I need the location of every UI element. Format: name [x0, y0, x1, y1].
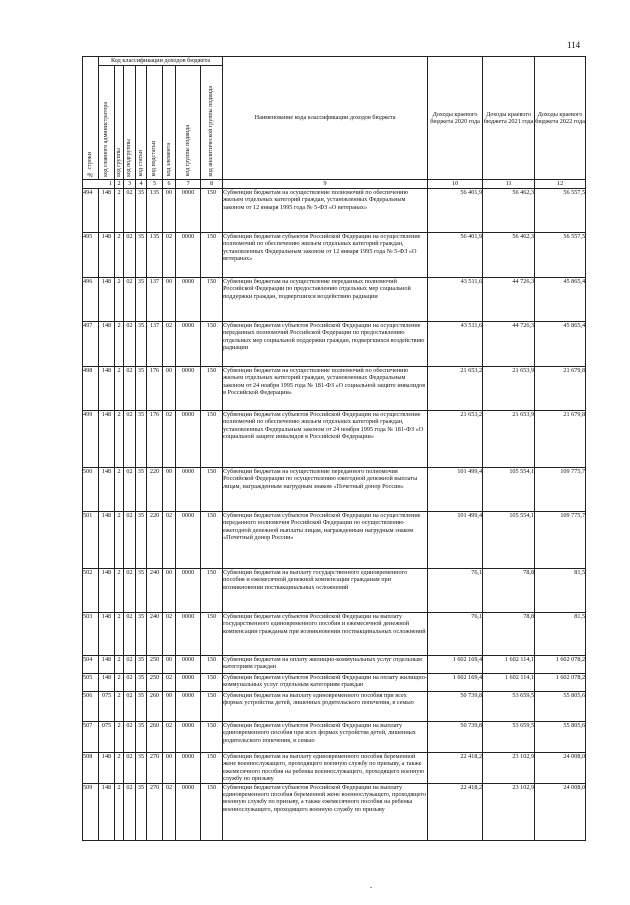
admin-code: 148	[99, 512, 115, 569]
subgroup-code: 02	[124, 692, 136, 722]
header-row-no: № строки	[83, 57, 99, 180]
element-code: 02	[163, 722, 176, 753]
group-code: 2	[115, 278, 124, 322]
group-code: 2	[115, 569, 124, 613]
subtype-code: 0000	[176, 189, 201, 233]
subarticle-code: 250	[147, 656, 163, 674]
col-number: 4	[136, 180, 147, 189]
subarticle-code: 260	[147, 722, 163, 753]
revenue-name: Субвенции бюджетам субъектов Российской Федерации на осуществление переданных полномочий Российской Федерации по предоставлению отдельных мер социальной поддержки граждан, подвергшихся воздействию радиации	[223, 322, 428, 367]
amount-2020: 43 511,6	[428, 322, 483, 367]
amount-2021: 78,8	[483, 569, 535, 613]
col-number: 5	[147, 180, 163, 189]
admin-code: 148	[99, 411, 115, 468]
header-name: Наименование кода классификации доходов бюджета	[223, 57, 428, 180]
subtype-code: 0000	[176, 613, 201, 656]
subarticle-code: 270	[147, 753, 163, 784]
column-number-row	[83, 180, 586, 189]
subtype-code: 0000	[176, 722, 201, 753]
amount-2020: 76,1	[428, 569, 483, 613]
table-row	[83, 278, 586, 322]
article-code: 35	[136, 613, 147, 656]
header-element: код элемента	[163, 66, 176, 180]
article-code: 35	[136, 722, 147, 753]
analytic-code: 150	[201, 722, 223, 753]
analytic-code: 150	[201, 468, 223, 512]
admin-code: 148	[99, 322, 115, 367]
amount-2020: 101 499,4	[428, 468, 483, 512]
admin-code: 075	[99, 722, 115, 753]
admin-code: 148	[99, 189, 115, 233]
row-number: 498	[83, 367, 99, 411]
row-number: 503	[83, 613, 99, 656]
admin-code: 148	[99, 613, 115, 656]
element-code: 00	[163, 189, 176, 233]
article-code: 35	[136, 569, 147, 613]
col-number: 3	[124, 180, 136, 189]
subtype-code: 0000	[176, 512, 201, 569]
subgroup-code: 02	[124, 468, 136, 512]
subgroup-code: 02	[124, 278, 136, 322]
revenue-name: Субвенции бюджетам на выплату единовременного пособия беременной жене военнослужащего, проходящего военную службу по призыву, а также ежемесячного пособия на ребенка военнослужащего, проходящего военную службу по призыву	[223, 753, 428, 784]
group-code: 2	[115, 692, 124, 722]
header-article: код статьи	[136, 66, 147, 180]
col-number: 10	[428, 180, 483, 189]
amount-2022: 55 805,6	[535, 722, 586, 753]
article-code: 35	[136, 674, 147, 692]
subarticle-code: 137	[147, 322, 163, 367]
admin-code: 148	[99, 674, 115, 692]
amount-2020: 101 499,4	[428, 512, 483, 569]
analytic-code: 150	[201, 656, 223, 674]
subarticle-code: 220	[147, 512, 163, 569]
row-number: 500	[83, 468, 99, 512]
header-subtype: код группы подвида	[176, 66, 201, 180]
col-number: 6	[163, 180, 176, 189]
header-classification-group: Код классификации доходов бюджета	[99, 57, 223, 66]
table-body	[83, 189, 586, 841]
element-code: 00	[163, 656, 176, 674]
analytic-code: 150	[201, 367, 223, 411]
admin-code: 075	[99, 692, 115, 722]
subarticle-code: 176	[147, 367, 163, 411]
row-number: 499	[83, 411, 99, 468]
admin-code: 148	[99, 656, 115, 674]
element-code: 02	[163, 674, 176, 692]
amount-2022: 45 865,4	[535, 322, 586, 367]
row-number: 496	[83, 278, 99, 322]
subarticle-code: 240	[147, 569, 163, 613]
row-number: 509	[83, 783, 99, 840]
subarticle-code: 240	[147, 613, 163, 656]
subarticle-code: 135	[147, 189, 163, 233]
article-code: 35	[136, 783, 147, 840]
table-row	[83, 569, 586, 613]
article-code: 35	[136, 753, 147, 784]
article-code: 35	[136, 233, 147, 278]
row-number: 504	[83, 656, 99, 674]
row-number: 495	[83, 233, 99, 278]
revenue-name: Субвенции бюджетам субъектов Российской Федерации на осуществление полномочий по обеспечению жильем отдельных категорий граждан, установленных Федеральным законом от 24 ноября 1995 года № 181-ФЗ «О социальной защите инвалидов в Российской Федерации»	[223, 411, 428, 468]
amount-2022: 56 557,5	[535, 233, 586, 278]
subtype-code: 0000	[176, 753, 201, 784]
analytic-code: 150	[201, 512, 223, 569]
amount-2022: 109 775,7	[535, 468, 586, 512]
element-code: 02	[163, 613, 176, 656]
table-row	[83, 656, 586, 674]
revenue-name: Субвенции бюджетам на осуществление переданного полномочия Российской Федерации по осуществлению ежегодной денежной выплаты лицам, награжденным нагрудным знаком «Почетный донор России»	[223, 468, 428, 512]
subgroup-code: 02	[124, 569, 136, 613]
amount-2021: 44 726,3	[483, 278, 535, 322]
admin-code: 148	[99, 468, 115, 512]
amount-2020: 56 401,9	[428, 189, 483, 233]
amount-2020: 43 511,6	[428, 278, 483, 322]
subtype-code: 0000	[176, 674, 201, 692]
subtype-code: 0000	[176, 569, 201, 613]
subarticle-code: 135	[147, 233, 163, 278]
revenue-name: Субвенции бюджетам на оплату жилищно-коммунальных услуг отдельным категориям граждан	[223, 656, 428, 674]
revenue-name: Субвенции бюджетам на выплату государственного единовременного пособия и ежемесячной денежной компенсации гражданам при возникновении поствакцинальных осложнений	[223, 569, 428, 613]
col-number: 7	[176, 180, 201, 189]
article-code: 35	[136, 322, 147, 367]
table-row	[83, 722, 586, 753]
amount-2022: 21 679,8	[535, 367, 586, 411]
admin-code: 148	[99, 367, 115, 411]
subgroup-code: 02	[124, 722, 136, 753]
amount-2021: 1 602 114,1	[483, 656, 535, 674]
analytic-code: 150	[201, 692, 223, 722]
element-code: 02	[163, 783, 176, 840]
amount-2022: 1 602 078,2	[535, 674, 586, 692]
table-row	[83, 411, 586, 468]
amount-2022: 81,5	[535, 569, 586, 613]
article-code: 35	[136, 468, 147, 512]
analytic-code: 150	[201, 753, 223, 784]
analytic-code: 150	[201, 783, 223, 840]
revenue-name: Субвенции бюджетам на осуществление переданных полномочий Российской Федерации по предоставлению отдельных мер социальной поддержки граждан, подвергшихся воздействию радиации	[223, 278, 428, 322]
amount-2020: 1 602 169,4	[428, 674, 483, 692]
article-code: 35	[136, 656, 147, 674]
table-row	[83, 674, 586, 692]
group-code: 2	[115, 753, 124, 784]
row-number: 508	[83, 753, 99, 784]
group-code: 2	[115, 722, 124, 753]
subgroup-code: 02	[124, 783, 136, 840]
amount-2021: 21 653,9	[483, 411, 535, 468]
header-group: код группы	[115, 66, 124, 180]
subtype-code: 0000	[176, 322, 201, 367]
header-2022: Доходы краевого бюджета 2022 года	[535, 57, 586, 180]
subtype-code: 0000	[176, 692, 201, 722]
amount-2020: 22 418,2	[428, 753, 483, 784]
row-number: 507	[83, 722, 99, 753]
revenue-name: Субвенции бюджетам субъектов Российской Федерации на оплату жилищно-коммунальных услуг отдельным категориям граждан	[223, 674, 428, 692]
subgroup-code: 02	[124, 411, 136, 468]
subarticle-code: 220	[147, 468, 163, 512]
admin-code: 148	[99, 783, 115, 840]
amount-2021: 23 102,9	[483, 753, 535, 784]
amount-2021: 105 554,1	[483, 468, 535, 512]
amount-2022: 109 775,7	[535, 512, 586, 569]
subarticle-code: 270	[147, 783, 163, 840]
analytic-code: 150	[201, 613, 223, 656]
admin-code: 148	[99, 233, 115, 278]
subgroup-code: 02	[124, 753, 136, 784]
col-number: 8	[201, 180, 223, 189]
revenue-name: Субвенции бюджетам субъектов Российской Федерации на выплату единовременного пособия беременной жене военнослужащего, проходящего военную службу по призыву, а также ежемесячного пособия на ребенка военнослужащего, проходящего военную службу по призыву	[223, 783, 428, 840]
subgroup-code: 02	[124, 512, 136, 569]
amount-2020: 21 653,2	[428, 411, 483, 468]
table-row	[83, 468, 586, 512]
amount-2021: 21 653,9	[483, 367, 535, 411]
element-code: 00	[163, 569, 176, 613]
table-row	[83, 753, 586, 784]
admin-code: 148	[99, 753, 115, 784]
subarticle-code: 176	[147, 411, 163, 468]
revenue-name: Субвенции бюджетам на выплату единовременного пособия при всех формах устройства детей, лишенных родительского попечения, в семью	[223, 692, 428, 722]
table-row	[83, 367, 586, 411]
amount-2021: 23 102,9	[483, 783, 535, 840]
table-row	[83, 613, 586, 656]
amount-2021: 1 602 114,1	[483, 674, 535, 692]
article-code: 35	[136, 278, 147, 322]
amount-2022: 56 557,5	[535, 189, 586, 233]
amount-2022: 81,5	[535, 613, 586, 656]
col-number: 9	[223, 180, 428, 189]
subgroup-code: 02	[124, 189, 136, 233]
amount-2020: 76,1	[428, 613, 483, 656]
group-code: 2	[115, 411, 124, 468]
table-row	[83, 512, 586, 569]
col-number: 11	[483, 180, 535, 189]
amount-2020: 21 653,2	[428, 367, 483, 411]
revenue-name: Субвенции бюджетам на осуществление полномочий по обеспечению жильем отдельных категорий граждан, установленных Федеральным законом от 12 января 1995 года № 5-ФЗ «О ветеранах»	[223, 189, 428, 233]
amount-2021: 53 659,5	[483, 692, 535, 722]
amount-2020: 1 602 169,4	[428, 656, 483, 674]
subtype-code: 0000	[176, 278, 201, 322]
table-row	[83, 783, 586, 840]
table-row	[83, 233, 586, 278]
subtype-code: 0000	[176, 411, 201, 468]
row-number: 506	[83, 692, 99, 722]
subgroup-code: 02	[124, 367, 136, 411]
header-subgroup: код подгруппы	[124, 66, 136, 180]
amount-2021: 56 462,3	[483, 189, 535, 233]
element-code: 02	[163, 512, 176, 569]
subgroup-code: 02	[124, 674, 136, 692]
element-code: 02	[163, 322, 176, 367]
analytic-code: 150	[201, 322, 223, 367]
subgroup-code: 02	[124, 322, 136, 367]
subgroup-code: 02	[124, 613, 136, 656]
amount-2020: 56 401,9	[428, 233, 483, 278]
col-number: 2	[115, 180, 124, 189]
row-number: 497	[83, 322, 99, 367]
subgroup-code: 02	[124, 656, 136, 674]
element-code: 00	[163, 692, 176, 722]
amount-2020: 50 739,8	[428, 722, 483, 753]
amount-2021: 53 659,5	[483, 722, 535, 753]
header-2021: Доходы краевого бюджета 2021 года	[483, 57, 535, 180]
analytic-code: 150	[201, 411, 223, 468]
table-row	[83, 692, 586, 722]
element-code: 00	[163, 468, 176, 512]
revenue-name: Субвенции бюджетам субъектов Российской Федерации на осуществление переданного полномочия Российской Федерации по осуществлению ежегодной денежной выплаты лицам, награжденным нагрудным знаком «Почетный донор России»	[223, 512, 428, 569]
group-code: 2	[115, 613, 124, 656]
header-analytic: код аналитической группы подвида	[201, 66, 223, 180]
analytic-code: 150	[201, 233, 223, 278]
revenue-name: Субвенции бюджетам на осуществление полномочий по обеспечению жильем отдельных категорий граждан, установленных Федеральным законом от 24 ноября 1995 года № 181-ФЗ «О социальной защите инвалидов в Российской Федерации»	[223, 367, 428, 411]
article-code: 35	[136, 411, 147, 468]
element-code: 00	[163, 278, 176, 322]
subtype-code: 0000	[176, 656, 201, 674]
amount-2022: 21 679,8	[535, 411, 586, 468]
revenue-name: Субвенции бюджетам субъектов Российской Федерации на выплату единовременного пособия при всех формах устройства детей, лишенных родительского попечения, в семью	[223, 722, 428, 753]
group-code: 2	[115, 656, 124, 674]
group-code: 2	[115, 189, 124, 233]
col-number: 12	[535, 180, 586, 189]
admin-code: 148	[99, 569, 115, 613]
header-admin: код главного администратора	[99, 66, 115, 180]
row-number: 505	[83, 674, 99, 692]
element-code: 02	[163, 233, 176, 278]
amount-2021: 105 554,1	[483, 512, 535, 569]
group-code: 2	[115, 468, 124, 512]
analytic-code: 150	[201, 189, 223, 233]
amount-2022: 1 602 078,2	[535, 656, 586, 674]
header-2020: Доходы краевого бюджета 2020 года	[428, 57, 483, 180]
subtype-code: 0000	[176, 783, 201, 840]
article-code: 35	[136, 512, 147, 569]
col-number: 1	[83, 180, 115, 189]
article-code: 35	[136, 367, 147, 411]
group-code: 2	[115, 367, 124, 411]
group-code: 2	[115, 512, 124, 569]
amount-2021: 44 726,3	[483, 322, 535, 367]
analytic-code: 150	[201, 569, 223, 613]
article-code: 35	[136, 189, 147, 233]
analytic-code: 150	[201, 674, 223, 692]
subtype-code: 0000	[176, 367, 201, 411]
group-code: 2	[115, 322, 124, 367]
admin-code: 148	[99, 278, 115, 322]
amount-2021: 56 462,3	[483, 233, 535, 278]
row-number: 502	[83, 569, 99, 613]
subtype-code: 0000	[176, 233, 201, 278]
budget-revenue-table	[82, 56, 586, 841]
subtype-code: 0000	[176, 468, 201, 512]
amount-2021: 78,8	[483, 613, 535, 656]
amount-2020: 22 418,2	[428, 783, 483, 840]
element-code: 00	[163, 367, 176, 411]
amount-2022: 45 865,4	[535, 278, 586, 322]
table-row	[83, 189, 586, 233]
amount-2020: 50 739,8	[428, 692, 483, 722]
article-code: 35	[136, 692, 147, 722]
table-row	[83, 322, 586, 367]
analytic-code: 150	[201, 278, 223, 322]
subgroup-code: 02	[124, 233, 136, 278]
header-subarticle: код подстатьи	[147, 66, 163, 180]
page-number: 114	[567, 40, 581, 50]
scan-speck	[370, 887, 372, 888]
element-code: 00	[163, 753, 176, 784]
row-number: 494	[83, 189, 99, 233]
subarticle-code: 250	[147, 674, 163, 692]
element-code: 02	[163, 411, 176, 468]
row-number: 501	[83, 512, 99, 569]
subarticle-code: 137	[147, 278, 163, 322]
amount-2022: 24 008,0	[535, 753, 586, 784]
amount-2022: 55 805,6	[535, 692, 586, 722]
revenue-name: Субвенции бюджетам субъектов Российской Федерации на выплату государственного единовременного пособия и ежемесячной денежной компенсации гражданам при возникновении поствакцинальных осложнений	[223, 613, 428, 656]
group-code: 2	[115, 783, 124, 840]
group-code: 2	[115, 233, 124, 278]
amount-2022: 24 008,0	[535, 783, 586, 840]
group-code: 2	[115, 674, 124, 692]
subarticle-code: 260	[147, 692, 163, 722]
revenue-name: Субвенции бюджетам субъектов Российской Федерации на осуществление полномочий по обеспечению жильем отдельных категорий граждан, установленных Федеральным законом от 12 января 1995 года № 5-ФЗ «О ветеранах»	[223, 233, 428, 278]
